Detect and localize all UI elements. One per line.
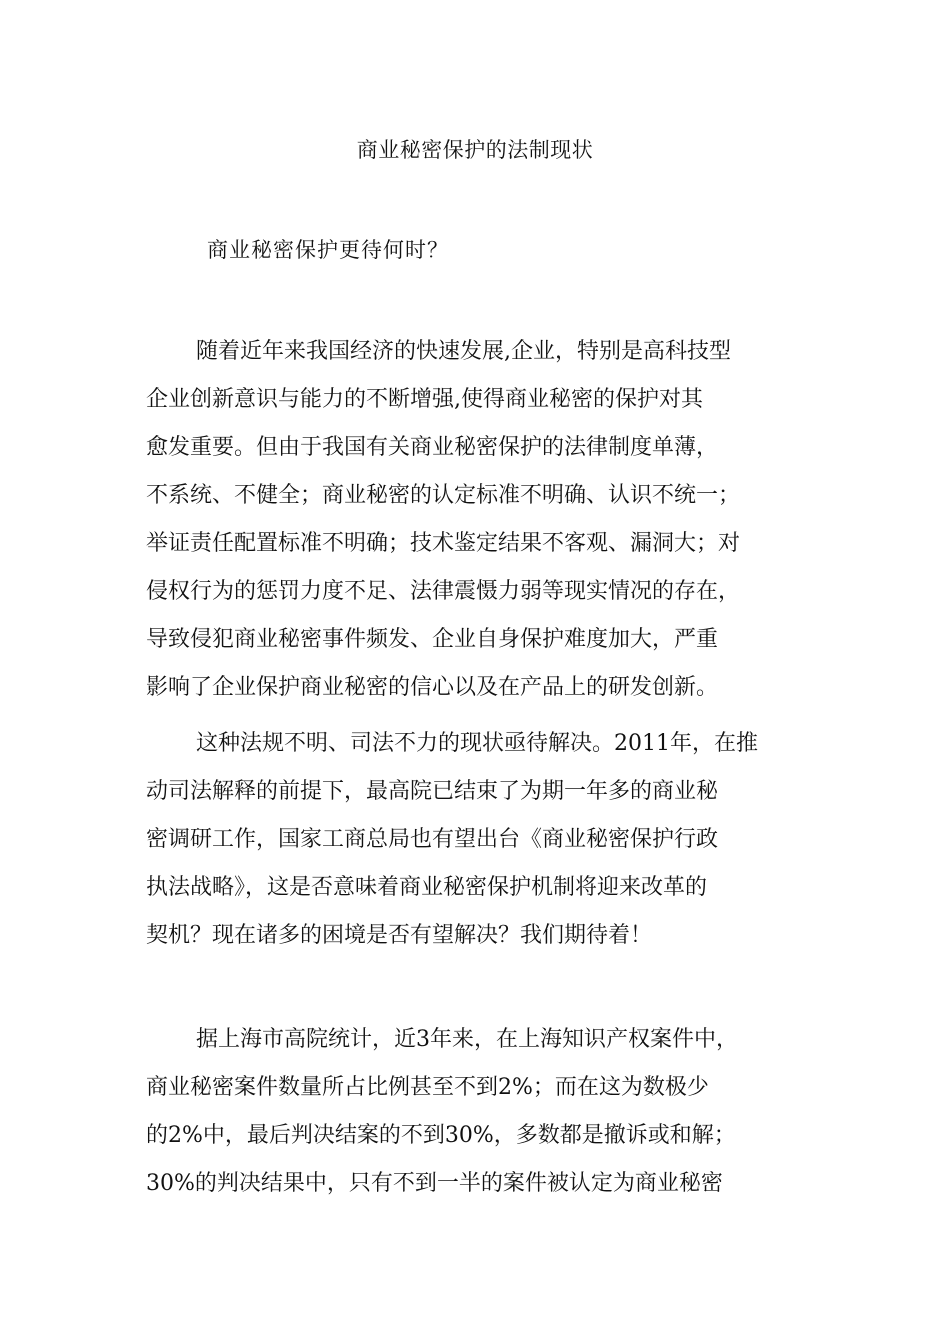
text-line: 随着近年来我国经济的快速发展,企业，特别是高科技型 xyxy=(196,339,731,364)
text-line: 商业秘密案件数量所占比例甚至不到2%；而在这为数极少 xyxy=(146,1075,709,1100)
text-line: 企业创新意识与能力的不断增强,使得商业秘密的保护对其 xyxy=(146,387,703,412)
text-line: 愈发重要。但由于我国有关商业秘密保护的法律制度单薄， xyxy=(146,435,719,460)
text-line: 侵权行为的惩罚力度不足、法律震慑力弱等现实情况的存在， xyxy=(146,579,741,604)
paragraph-1 xyxy=(146,328,826,712)
text-line: 动司法解释的前提下，最高院已结束了为期一年多的商业秘 xyxy=(146,779,719,804)
text-line: 影响了企业保护商业秘密的信心以及在产品上的研发创新。 xyxy=(146,675,719,700)
document-subtitle: 商业秘密保护更待何时？ xyxy=(207,238,449,262)
text-line: 的2%中，最后判决结案的不到30%，多数都是撤诉或和解； xyxy=(146,1123,736,1148)
paragraph-2 xyxy=(146,720,826,960)
document-title: 商业秘密保护的法制现状 xyxy=(356,138,594,162)
paragraph-3 xyxy=(146,1016,826,1208)
text-line: 契机？现在诸多的困境是否有望解决？我们期待着！ xyxy=(146,923,653,948)
text-line: 不系统、不健全；商业秘密的认定标准不明确、认识不统一； xyxy=(146,483,741,508)
text-line: 这种法规不明、司法不力的现状亟待解决。2011年，在推 xyxy=(196,731,758,756)
text-line: 举证责任配置标准不明确；技术鉴定结果不客观、漏洞大；对 xyxy=(146,531,741,556)
text-line: 导致侵犯商业秘密事件频发、企业自身保护难度加大，严重 xyxy=(146,627,719,652)
text-line: 30%的判决结果中，只有不到一半的案件被认定为商业秘密 xyxy=(146,1171,723,1196)
text-line: 执法战略》，这是否意味着商业秘密保护机制将迎来改革的 xyxy=(146,875,708,900)
text-line: 密调研工作，国家工商总局也有望出台《商业秘密保护行政 xyxy=(146,827,719,852)
text-line: 据上海市高院统计，近3年来，在上海知识产权案件中， xyxy=(196,1027,738,1052)
